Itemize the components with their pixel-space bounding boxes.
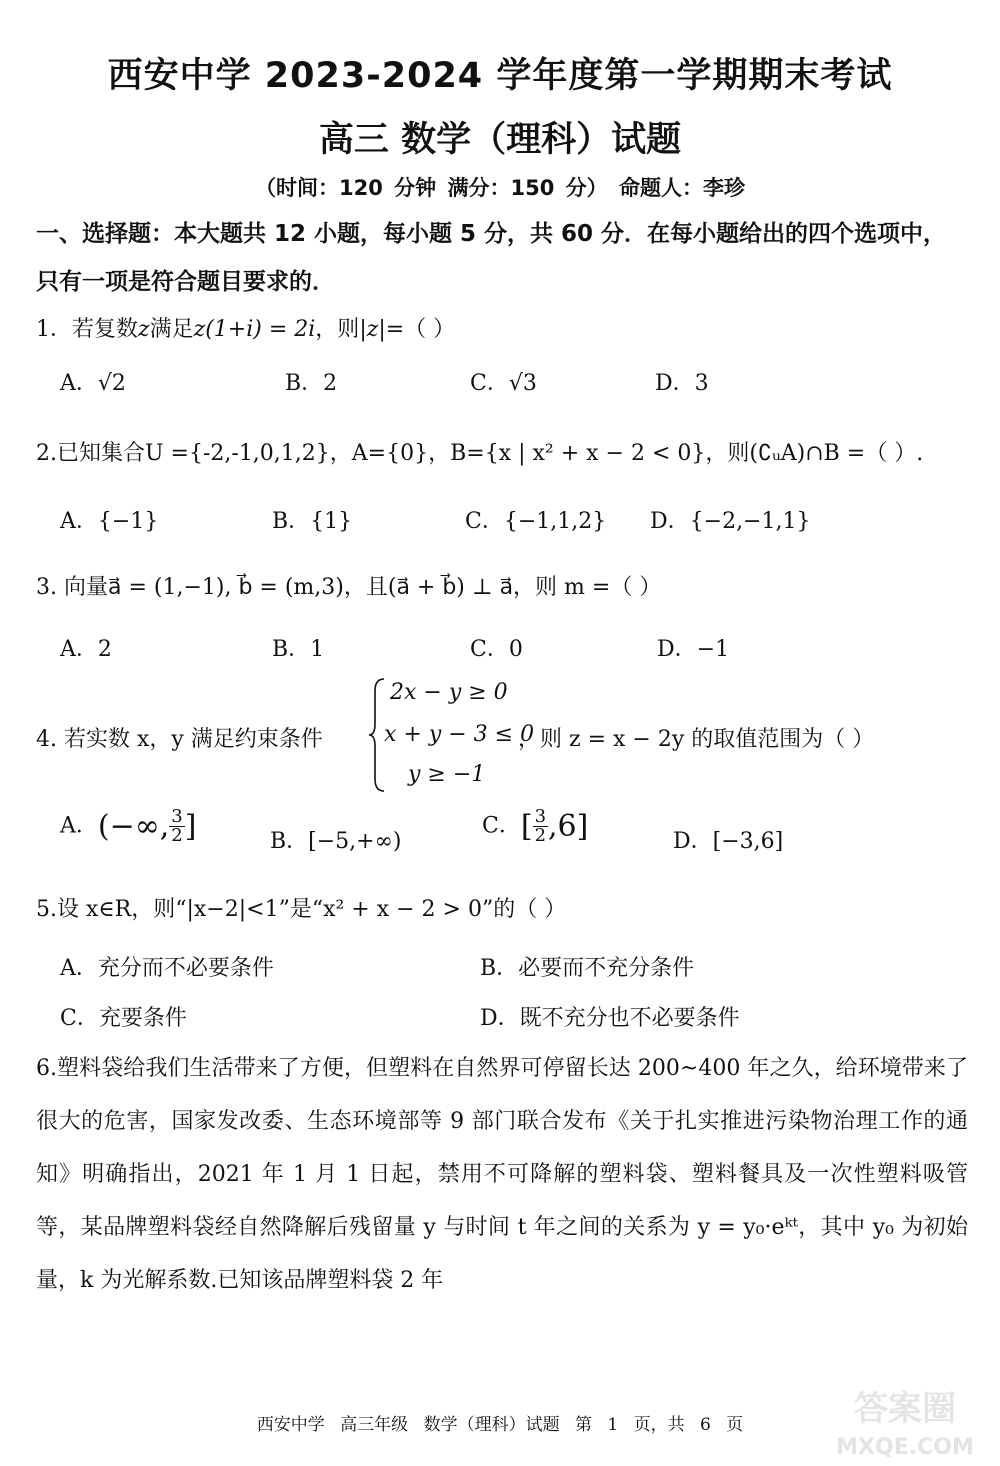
exam-subtitle: 高三 数学（理科）试题 xyxy=(318,120,682,160)
constraint-system xyxy=(368,676,535,794)
exam-title: 西安中学 2023-2024 学年度第一学期期末考试 xyxy=(107,56,893,96)
q2-option-a: A．{−1} xyxy=(60,509,159,534)
q2-option-d: D．{−2,−1,1} xyxy=(650,509,811,534)
q5-option-b: B．必要而不充分条件 xyxy=(480,956,695,981)
constraint-2: x + y − 3 ≤ 0 xyxy=(384,722,535,747)
q5-option-d: D．既不充分也不必要条件 xyxy=(480,1006,740,1031)
constraint-3: y ≥ −1 xyxy=(408,762,486,787)
question-5: 5.设 x∈R，则“|x−2|<1”是“x² + x − 2 > 0”的（ ） xyxy=(36,897,567,922)
watermark-logo xyxy=(830,1372,980,1462)
q3-option-c: C．0 xyxy=(470,637,523,662)
watermark-line1: 答案圈 xyxy=(854,1389,956,1429)
question-4-tail: ，则 z = x − 2y 的取值范围为（ ） xyxy=(518,727,875,752)
exam-info: （时间：120 分钟 满分：150 分） 命题人：李珍 xyxy=(255,176,745,200)
q1-option-d: D．3 xyxy=(655,371,709,396)
q1-option-a: A．√2 xyxy=(60,371,126,396)
constraint-1: 2x − y ≥ 0 xyxy=(390,680,508,705)
q4-option-b: B．[−5,+∞) xyxy=(270,829,402,854)
question-1: 1．若复数z满足z(1+i) = 2i，则|z|=（ ） xyxy=(36,317,456,342)
q2-option-b: B．{1} xyxy=(272,509,353,534)
question-2: 2.已知集合U ={-2,-1,0,1,2}，A={0}，B={x | x² + x − 2 < 0}，则(∁ᵤA)∩B =（ ）. xyxy=(36,441,924,466)
question-3: 3. 向量a⃗ = (1,−1), b⃗ = (m,3)，且(a⃗ + b⃗) ⊥ a⃗，则 m =（ ） xyxy=(36,575,662,600)
q1-option-c: C．√3 xyxy=(470,371,537,396)
watermark-icon xyxy=(830,1372,980,1462)
q1-option-b: B．2 xyxy=(285,371,338,396)
q4-option-a: A．(−∞, $\frac{3}{2}$ ] xyxy=(60,806,197,846)
q4-option-c: C．[ $\frac{3}{2}$ ,6] xyxy=(482,806,589,846)
q4-option-d: D．[−3,6] xyxy=(673,829,784,854)
q3-option-d: D．−1 xyxy=(657,637,730,662)
page-footer: 西安中学 高三年级 数学（理科）试题 第 1 页，共 6 页 xyxy=(256,1415,744,1435)
question-6: 6.塑料袋给我们生活带来了方便，但塑料在自然界可停留长达 200~400 年之久，给环境带来了很大的危害，国家发改委、生态环境部等 9 部门联合发布《关于扎实推进污染物治理工作的通知》明确指出，2021 年 1 月 1 日起，禁用不可降解的塑料袋、塑料餐具及一次性塑料吸管等，某品牌塑料袋经自然降解后残留量 y 与时间 t 年之间的关系为 y = y₀·eᵏᵗ，其中 y₀ 为初始量，k 为光解系数.已知该品牌塑料袋 2 年 xyxy=(36,1056,968,1293)
q5-option-c: C．充要条件 xyxy=(60,1006,187,1031)
question-4-stem: 4. 若实数 x，y 满足约束条件 xyxy=(36,727,323,752)
q3-option-b: B．1 xyxy=(272,637,325,662)
q2-option-c: C．{−1,1,2} xyxy=(465,509,607,534)
watermark-line2: MXQE.COM xyxy=(836,1435,974,1460)
q3-option-a: A．2 xyxy=(60,637,112,662)
section1-heading: 一、选择题：本大题共 12 小题，每小题 5 分，共 60 分．在每小题给出的四个选项中，只有一项是符合题目要求的． xyxy=(36,221,947,295)
q5-option-a: A．充分而不必要条件 xyxy=(60,956,274,981)
